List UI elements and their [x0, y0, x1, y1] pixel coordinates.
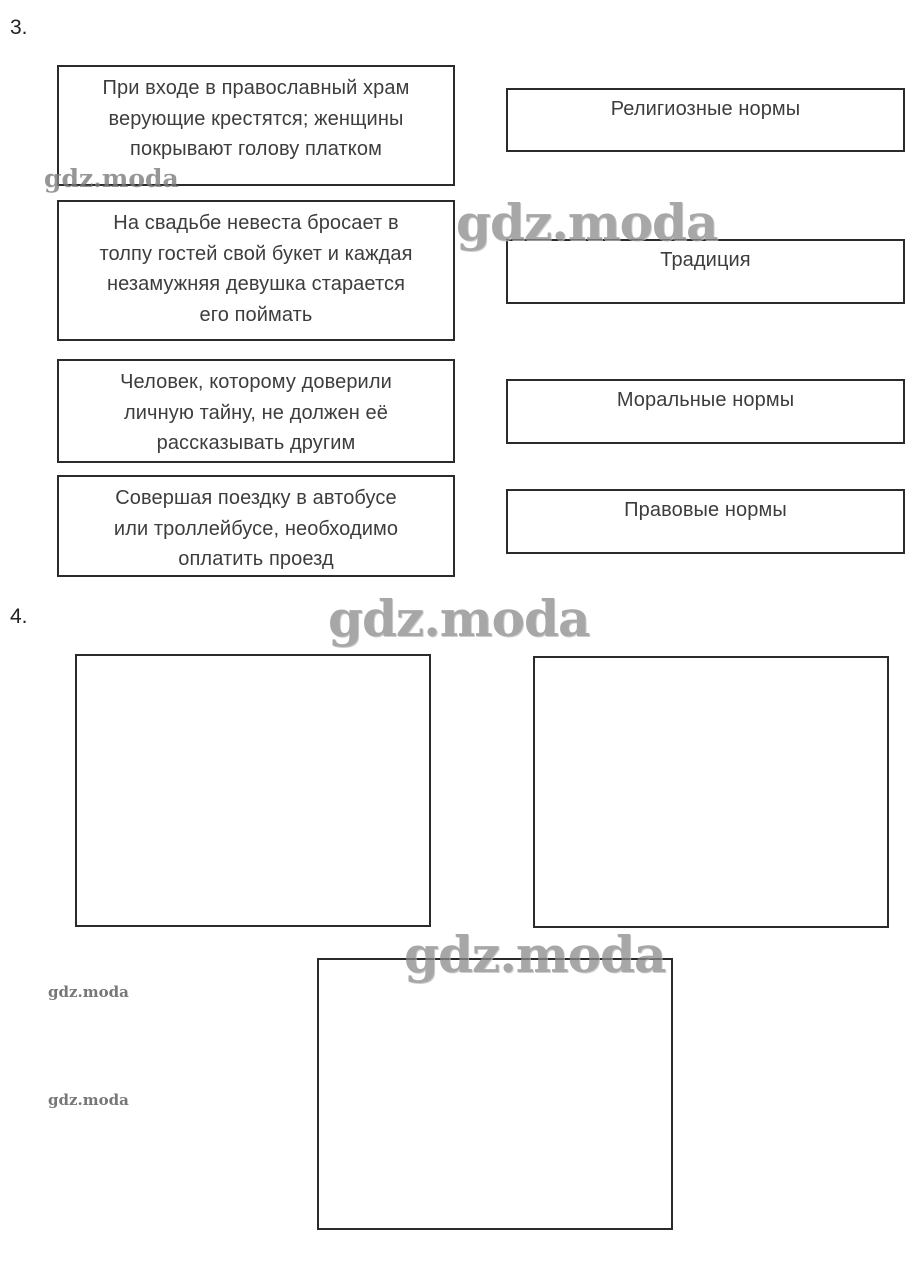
situation-box-4[interactable]: [57, 475, 455, 577]
situation-box-1[interactable]: [57, 65, 455, 186]
situation-text-4: Совершая поездку в автобусе или троллейбусе, необходимо оплатить проезд: [113, 487, 399, 570]
watermark-small-top: gdz.moda: [44, 164, 179, 193]
drawing-box-1[interactable]: [75, 654, 431, 927]
watermark-tiny-2: gdz.moda: [48, 1091, 129, 1109]
norm-label-1: Религиозные нормы: [610, 98, 801, 120]
norm-box-religious[interactable]: [506, 88, 905, 152]
situation-box-3[interactable]: [57, 359, 455, 463]
situation-text-2: На свадьбе невеста бросает в толпу гостей свой букет и каждая незамужняя девушка старается его поймать: [99, 212, 413, 326]
norm-box-moral[interactable]: [506, 379, 905, 444]
watermark-large-3: gdz.moda: [404, 925, 666, 984]
situation-text-1: При входе в православный храм верующие крестятся; женщины покрывают голову платком: [102, 77, 410, 160]
situation-box-2[interactable]: [57, 200, 455, 341]
norm-box-legal[interactable]: [506, 489, 905, 554]
watermark-large-2: gdz.moda: [328, 589, 590, 648]
watermark-tiny-1: gdz.moda: [48, 983, 129, 1001]
norm-label-3: Моральные нормы: [616, 389, 795, 411]
norm-box-tradition[interactable]: [506, 239, 905, 304]
situation-text-3: Человек, которому доверили личную тайну, не должен её рассказывать другим: [120, 371, 392, 454]
norm-label-4: Правовые нормы: [624, 499, 787, 521]
norm-label-2: Традиция: [660, 249, 751, 271]
drawing-box-3[interactable]: [317, 958, 673, 1230]
drawing-box-2[interactable]: [533, 656, 889, 928]
task-4-number: 4.: [10, 605, 28, 628]
task-3-number: 3.: [10, 16, 28, 39]
watermark-large-1: gdz.moda: [456, 193, 718, 252]
